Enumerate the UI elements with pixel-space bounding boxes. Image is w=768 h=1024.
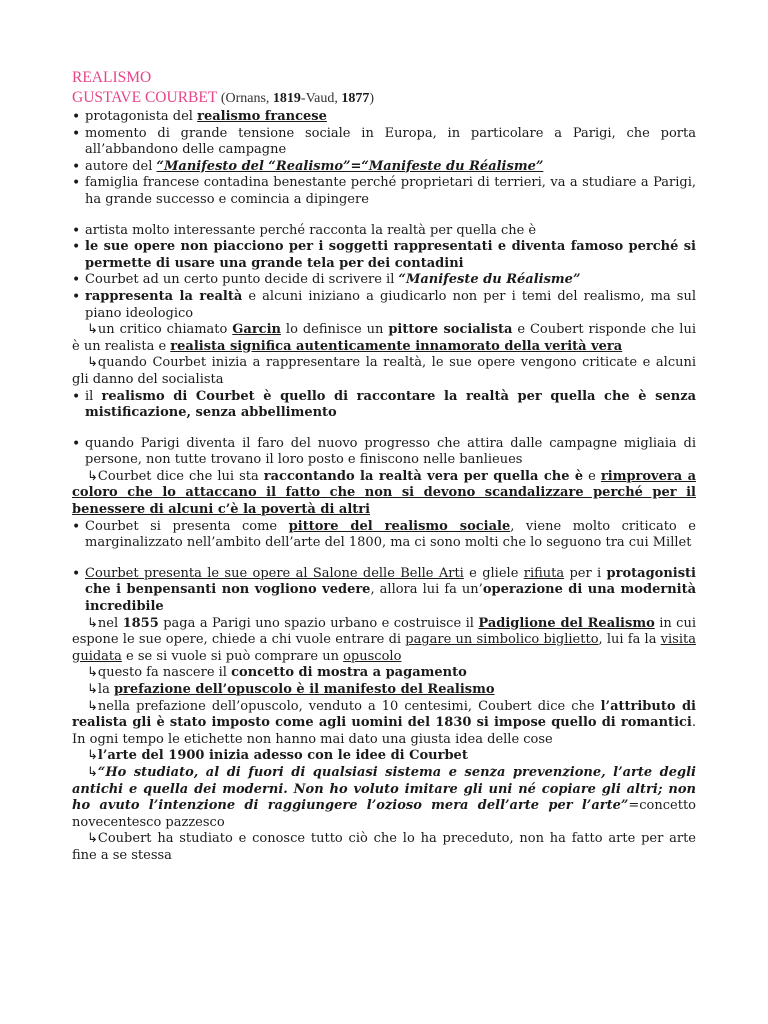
text-run: il [85,388,102,404]
text-run: protagonista del [85,109,198,124]
text-run: l’arte del 1900 inizia adesso con le idee di Courbet [97,748,468,764]
text-run: pagare un simbolico biglietto [405,632,599,648]
return-arrow-icon: ↳ [87,698,98,714]
return-arrow-icon: ↳ [87,355,98,371]
text-run: le sue opere non piacciono per i soggetti rappresentati e diventa famoso perché si permette di usare una grande tela per dei contadini [85,239,696,271]
bullet-item [72,126,696,159]
bullet-item [72,109,696,126]
text-run: . In ogni tempo le etichette non hanno mai dato una giusta idea delle cose [72,715,696,747]
text-run: in cui espone le sue opere, chiede a chi vuole entrare di [72,615,696,648]
text-run: =concetto novecentesco pazzesco [72,798,696,830]
text-run: prefazione dell’opuscolo è il manifesto del Realismo [113,682,495,697]
text-run: realista significa autenticamente innamorato della verità vera [170,338,623,354]
heading-sep: -Vaud, [300,91,342,106]
text-run: artista molto interessante perché racconta la realtà per quella che è [85,222,537,238]
bullet-item [72,272,696,289]
text-run: “Manifesto del “Realismo”=“Manifeste du Réalisme” [156,158,544,174]
text-run: , viene molto criticato e marginalizzato nell’ambito dell’arte del 1800, ma ci sono molti che lo seguono tra cui Millet [85,518,696,551]
text-run: e Coubert risponde che lui è un realista e [72,322,696,354]
return-arrow-icon: ↳ [87,748,98,764]
text-run: famiglia francese contadina benestante perché proprietari di terrieri, va a studiare a Parigi, ha grande successo e comincia a dipingere [85,175,696,207]
text-run: quando Parigi diventa il faro del nuovo progresso che attira dalle campagne migliaia di persone, non tutte trovano il loro posto e finiscono nelle banlieues [85,435,696,468]
notes-body [72,109,696,865]
return-arrow-icon: ↳ [87,831,98,847]
arrow-subitem [72,682,696,699]
text-run: Courbet si presenta come [85,518,289,534]
arrow-subitem [72,765,696,831]
text-run: autore del [85,158,157,174]
return-arrow-icon: ↳ [87,615,98,631]
arrow-subitem [72,469,696,519]
heading-realismo: REALISMO [72,69,152,86]
text-run: l’attributo di realista gli è stato imposto come agli uomini del 1830 si impose quello di romantici [72,698,696,731]
text-run: momento di grande tensione sociale in Europa, in particolare a Parigi, che porta all’abbandono delle campagne [85,125,696,158]
text-run: Padiglione del Realismo [478,615,655,631]
return-arrow-icon: ↳ [87,468,98,484]
bullet-item [72,289,696,322]
text-run: e [583,468,601,484]
text-run: rimprovera a coloro che lo attaccano il fatto che non si devono scandalizzare perché per il benessere di alcuni c’è la povertà di altri [72,468,696,518]
arrow-subitem [72,322,696,355]
paragraph-gap [72,209,696,223]
bullet-item [72,159,696,176]
bullet-item [72,223,696,240]
text-run: operazione di una modernità incredibile [85,582,697,615]
return-arrow-icon: ↳ [87,322,98,338]
text-run: Courbet presenta le sue opere al Salone delle Belle Arti [85,565,464,581]
text-run: per i [564,565,607,581]
text-run: realismo di Courbet è quello di raccontare la realtà per quella che è senza mistificazione, senza abbellimento [85,388,697,421]
text-run: Courbet ad un certo punto decide di scrivere il [85,272,399,288]
text-run: Garcin [232,322,281,338]
bullet-item [72,239,696,272]
arrow-subitem [72,355,696,388]
text-run: 1855 [122,615,159,631]
artist-name: GUSTAVE COURBET [72,89,218,106]
text-run: lo definisce un [280,322,389,338]
return-arrow-icon: ↳ [87,682,98,697]
text-run: e gliele [463,565,524,581]
arrow-subitem [72,831,696,864]
return-arrow-icon: ↳ [87,764,98,780]
birth-year: 1819 [272,91,301,106]
text-run: e alcuni iniziano a giudicarlo non per i temi del realismo, ma sul piano ideologico [85,288,696,321]
text-run: pittore del realismo sociale [288,518,511,534]
text-run: la [97,682,114,697]
heading-close: ) [369,91,375,106]
text-run: , lui fa la [598,632,661,648]
bullet-item [72,519,696,552]
text-run: protagonisti che i benpensanti non vogliono vedere [85,565,696,598]
heading-open: (Ornans, [217,91,273,106]
text-run: quando Courbet inizia a rappresentare la realtà, le sue opere vengono criticate e alcuni gli danno del socialista [72,355,696,387]
text-run: Courbet dice che lui sta [97,468,264,484]
arrow-subitem [72,616,696,666]
text-run: realismo francese [197,109,327,124]
text-run: nel [97,615,123,631]
arrow-subitem [72,748,696,765]
text-run: un critico chiamato [97,322,233,338]
bullet-item [72,566,696,616]
bullet-item [72,175,696,208]
text-run: Coubert ha studiato e conosce tutto ciò che lo ha preceduto, non ha fatto arte per arte fine a se stessa [72,831,696,863]
text-run: visita guidata [72,632,696,664]
text-run: e se si vuole si può comprare un [121,648,344,664]
text-run: raccontando la realtà vera per quella che è [263,468,584,484]
paragraph-gap [72,422,696,436]
section-heading [72,68,696,88]
death-year: 1877 [341,91,370,106]
arrow-subitem [72,665,696,682]
text-run: , allora lui fa un’ [370,582,483,598]
text-run: “Manifeste du Réalisme” [398,272,581,288]
text-run: opuscolo [343,648,402,664]
text-run: paga a Parigi uno spazio urbano e costruisce il [158,615,479,631]
bullet-item [72,389,696,422]
text-run: rifiuta [523,565,565,581]
text-run: concetto di mostra a pagamento [231,665,467,681]
paragraph-gap [72,552,696,566]
text-run: questo fa nascere il [97,665,232,681]
bullet-item [72,436,696,469]
text-run: nella prefazione dell’opuscolo, venduto a 10 centesimi, Coubert dice che [97,698,601,714]
arrow-subitem [72,699,696,749]
text-run: “Ho studiato, al di fuori di qualsiasi sistema e senza prevenzione, l’arte degli antichi e quella dei moderni. Non ho voluto imitare gli uni né copiare gli altri; non ho avuto l’intenzione di raggiungere l’ozioso mera dell’arte per l’arte” [72,764,696,814]
return-arrow-icon: ↳ [87,665,98,681]
text-run: pittore socialista [388,322,513,338]
artist-heading [72,88,696,109]
text-run: rappresenta la realtà [85,288,243,304]
